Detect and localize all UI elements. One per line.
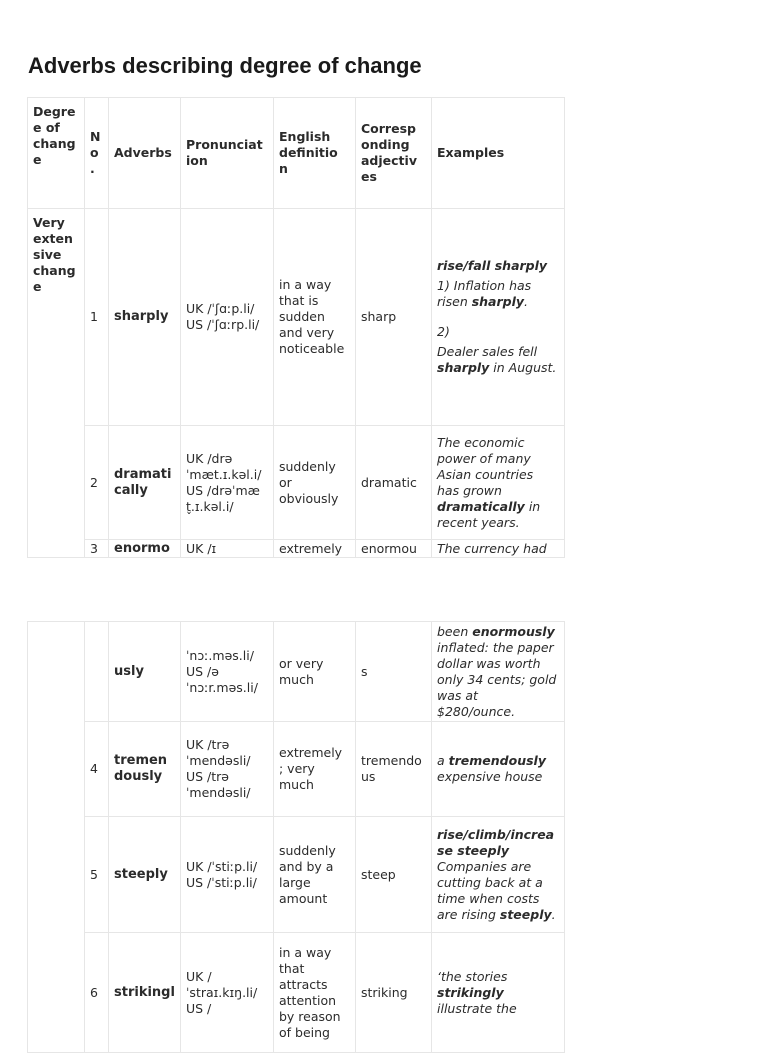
adverbs-table-page-2 bbox=[27, 621, 565, 1053]
adverb-cell: sharply bbox=[109, 209, 181, 426]
header-degree: Degre e of chang e bbox=[28, 98, 85, 209]
definition-cell: extremely bbox=[274, 540, 356, 558]
definition-cell: suddenly and by a large amount bbox=[274, 817, 356, 933]
table-row bbox=[28, 933, 565, 1053]
row-number bbox=[85, 622, 109, 722]
row-number: 1 bbox=[85, 209, 109, 426]
header-examples: Examples bbox=[432, 98, 565, 209]
pronunciation-cell: UK /trəˈmendəsli/ US /trəˈmendəsli/ bbox=[181, 722, 274, 817]
table-row bbox=[28, 540, 565, 558]
adverb-cell: usly bbox=[109, 622, 181, 722]
adverbs-table-page-1 bbox=[27, 97, 565, 558]
adjective-cell: steep bbox=[356, 817, 432, 933]
adjective-cell: sharp bbox=[356, 209, 432, 426]
header-adjectives: Corresp onding adjectiv es bbox=[356, 98, 432, 209]
page-title: Adverbs describing degree of change bbox=[28, 53, 422, 78]
adverb-cell: steeply bbox=[109, 817, 181, 933]
adverb-cell: dramatically bbox=[109, 426, 181, 540]
row-number: 2 bbox=[85, 426, 109, 540]
example-cell: been enormously inflated: the paper dollar was worth only 34 cents; gold was at $280/ounce. bbox=[432, 622, 565, 722]
table-row bbox=[28, 722, 565, 817]
row-number: 6 bbox=[85, 933, 109, 1053]
example-cell: ‘the stories strikingly illustrate the bbox=[432, 933, 565, 1053]
table-header-row bbox=[28, 98, 565, 209]
example-cell: The currency had bbox=[432, 540, 565, 558]
row-number: 4 bbox=[85, 722, 109, 817]
adjective-cell: s bbox=[356, 622, 432, 722]
table-row bbox=[28, 817, 565, 933]
pronunciation-cell: UK /ɪ bbox=[181, 540, 274, 558]
example-cell: rise/climb/increase steeply Companies are cutting back at a time when costs are rising steeply. bbox=[432, 817, 565, 933]
example-cell: The economic power of many Asian countries has grown dramatically in recent years. bbox=[432, 426, 565, 540]
adjective-cell: enormou bbox=[356, 540, 432, 558]
adjective-cell: tremendous bbox=[356, 722, 432, 817]
table-row bbox=[28, 209, 565, 426]
adjective-cell: dramatic bbox=[356, 426, 432, 540]
header-adverbs: Adverbs bbox=[109, 98, 181, 209]
degree-group-cell bbox=[28, 622, 85, 1053]
definition-cell: extremely ; very much bbox=[274, 722, 356, 817]
adverb-cell: tremendously bbox=[109, 722, 181, 817]
table-row bbox=[28, 622, 565, 722]
pronunciation-cell: ˈnɔː.məs.li/ US /əˈnɔːr.məs.li/ bbox=[181, 622, 274, 722]
example-cell: rise/fall sharply 1) Inflation has risen sharply. 2) Dealer sales fell sharply in August. bbox=[432, 209, 565, 426]
example-cell: a tremendously expensive house bbox=[432, 722, 565, 817]
degree-group-label: Very exten sive chang e bbox=[28, 209, 85, 558]
table-row bbox=[28, 426, 565, 540]
adverb-cell: enormo bbox=[109, 540, 181, 558]
pronunciation-cell: UK /ˈstraɪ.kɪŋ.li/ US / bbox=[181, 933, 274, 1053]
row-number: 5 bbox=[85, 817, 109, 933]
row-number: 3 bbox=[85, 540, 109, 558]
adverb-cell: strikingl bbox=[109, 933, 181, 1053]
definition-cell: in a way that is sudden and very noticeable bbox=[274, 209, 356, 426]
definition-cell: suddenly or obviously bbox=[274, 426, 356, 540]
definition-cell: in a way that attracts attention by reason of being bbox=[274, 933, 356, 1053]
header-definition: English definitio n bbox=[274, 98, 356, 209]
definition-cell: or very much bbox=[274, 622, 356, 722]
pronunciation-cell: UK /drəˈmæt.ɪ.kəl.i/ US /drəˈmæ t̬.ɪ.kəl.i/ bbox=[181, 426, 274, 540]
header-number: N o . bbox=[85, 98, 109, 209]
pronunciation-cell: UK /ˈstiːp.li/ US /ˈstiːp.li/ bbox=[181, 817, 274, 933]
pronunciation-cell: UK /ˈʃɑːp.li/ US /ˈʃɑːrp.li/ bbox=[181, 209, 274, 426]
adjective-cell: striking bbox=[356, 933, 432, 1053]
header-pronunciation: Pronunciat ion bbox=[181, 98, 274, 209]
